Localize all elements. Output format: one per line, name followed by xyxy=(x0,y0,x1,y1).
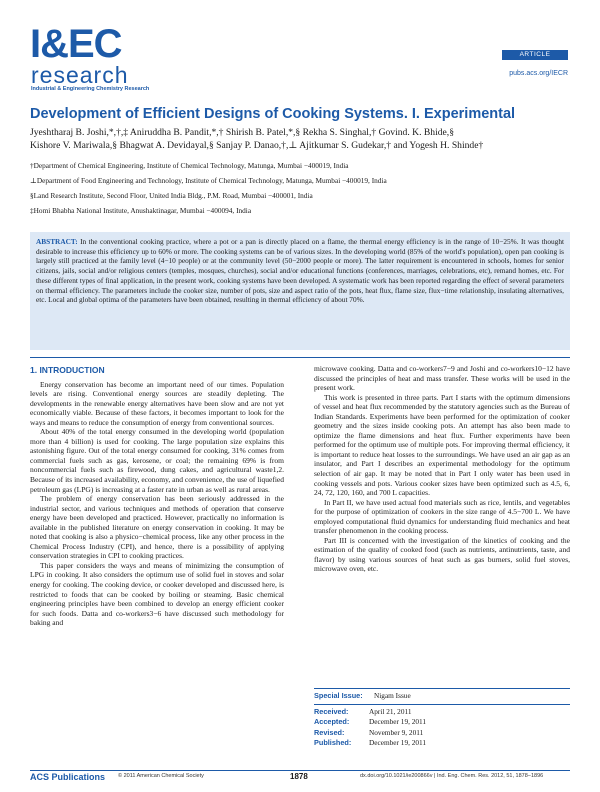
history-value: November 9, 2011 xyxy=(369,727,424,737)
affiliation-1: †Department of Chemical Engineering, Institute of Chemical Technology, Matunga, Mumbai −400019, India xyxy=(30,161,349,170)
affiliation-4: ‡Homi Bhabha National Institute, Anushaktinagar, Mumbai −400094, India xyxy=(30,206,252,215)
history-value: December 19, 2011 xyxy=(369,738,427,747)
journal-tagline: Industrial & Engineering Chemistry Research xyxy=(31,86,150,92)
intro-paragraph: microwave cooking. Datta and co-workers7−9 and Joshi and co-workers10−12 have discussed the principles of heat and mass transfer. These works will be used in the present work. xyxy=(314,364,570,393)
history-key: Accepted: xyxy=(314,717,350,726)
left-column xyxy=(30,366,284,628)
intro-paragraph: The problem of energy conservation has been seriously addressed in the industrial sector, and various techniques and methods of operation that conserve energy have been developed and practiced. However, practically no information is available in the published literature on energy conservation in cooking. It may be noted that cooking is also a physico−chemical process, like any other process in the Chemical Process Industry (CPI), and hence, there is a possibility of applying conservation strategies in CPI to cooking practices. xyxy=(30,494,284,561)
history-key: Received: xyxy=(314,706,349,716)
footer-divider xyxy=(30,770,570,771)
paper-title: Development of Efficient Designs of Cooking Systems. I. Experimental xyxy=(30,106,516,122)
section-divider xyxy=(30,357,570,358)
abstract-text: In the conventional cooking practice, where a pot or a pan is directly placed on a flame, the thermal energy efficiency is in the range of 10−25%. It was thought desirable to increase this efficiency up to 60% or more. The cooking systems can be of various sizes. In the developing world (85% of the world's population), open pan cooking is largely still practiced at the family level (4−10 people) or at the community level (50−2000 people or more). The latter requirement is encountered in schools, homes for senior citizens, jails, social and/or religious centers (temples, mosques, churches), social and/or educational functions (conferences, marriages, celebrations, etc), remand homes, etc. For these different types of final application, in the present work, cooking systems have been developed. A systematic work has been reported regarding the effect of several parameters on thermal efficiency. The parameters include the cooker size, number of pots, size and aspect ratio of the pots, heat flux, flame size, flux−time relationship, insulating alternatives, etc. Local and global optima of the parameters have been obtained, resulting in thermal efficiency of about 70%. xyxy=(36,237,564,305)
special-issue-value: Nigam Issue xyxy=(374,691,411,700)
intro-paragraph: This paper considers the ways and means of minimizing the consumption of LPG in cooking. It also considers the optimum use of solid fuel in stoves and solar energy for cooking. The cooking device, or cooker developed and discussed here, is restricted to foods that can be cooked by boiling or steaming. Basic chemical engineering principles have been combined to develop an energy efficient cooker for such foods. Datta and co-workers3−6 have discussed such methodology for baking and xyxy=(30,560,284,628)
journal-url-link[interactable]: pubs.acs.org/IECR xyxy=(509,70,568,77)
journal-logo-sub: research xyxy=(31,62,129,88)
authors xyxy=(30,126,570,152)
abstract-box xyxy=(30,232,570,350)
authors-line-2: Kishore V. Mariwala,§ Bhagwat A. Devidayal,§ Sanjay P. Danao,†,⊥ Ajitkumar S. Gudekar,† and Yogesh H. Shinde† xyxy=(30,140,484,151)
abstract-label: ABSTRACT: xyxy=(36,237,78,246)
history-value: April 21, 2011 xyxy=(369,706,412,716)
doi-citation[interactable]: dx.doi.org/10.1021/ie200866v | Ind. Eng. Chem. Res. 2012, 51, 1878−1896 xyxy=(360,773,544,779)
journal-logo: I&EC xyxy=(30,22,122,66)
special-issue-label: Special Issue: xyxy=(314,691,363,700)
history-row xyxy=(314,717,570,728)
history-key: Revised: xyxy=(314,727,345,737)
affiliation-3: §Land Research Institute, Second Floor, United India Bldg., P.M. Road, Mumbai −400001, India xyxy=(30,191,313,200)
history-value: December 19, 2011 xyxy=(369,717,427,726)
intro-heading: 1. INTRODUCTION xyxy=(30,365,105,375)
article-history-box xyxy=(314,688,570,749)
article-type-tab: ARTICLE xyxy=(502,50,568,60)
history-row xyxy=(314,738,570,749)
intro-paragraph: Energy conservation has become an important need of our times. Population levels are rising. Conventional energy sources are steadily depleting. The developments in the renewable energy alternatives have been slow and are not yet economically viable. Because of these factors, it becomes important to look for the ways and means to reduce the consumption of energy from conventional sources. xyxy=(30,379,284,427)
acs-publications-logo: ACS Publications xyxy=(30,772,106,782)
authors-line-1: Jyeshtharaj B. Joshi,*,†,‡ Aniruddha B. Pandit,*,† Shirish B. Patel,*,§ Rekha S. Singhal,† Govind. K. Bhide,§ xyxy=(30,127,454,138)
right-column xyxy=(314,364,570,574)
affiliation-2: ⊥Department of Food Engineering and Technology, Institute of Chemical Technology, Matunga, Mumbai −400019, India xyxy=(30,176,387,185)
special-issue-row xyxy=(314,691,570,702)
page-number: 1878 xyxy=(290,772,308,781)
intro-paragraph: This work is presented in three parts. Part I starts with the optimum dimensions of vessel and heat flux recommended by the statutory agencies such as the Bureau of Indian Standards. Experiments have been performed for the optimization of cooker geometry and the sizes inside cooking pots. An attempt has also been made to optimize the flame dimensions and heat flux. Further experiments have been performed for the optimum use of multiple pots. For improving thermal efficiency, it is important to reduce heat losses to the surroundings. We have used an air gap as an insulator, and Part I describes an experimental methodology for the optimum selection of air gap. It may be noted that in Part I only water has been used in cooking vessels and pots. Various cooker sizes have been optimized such as 4.5, 6, 24, 72, 120, 160, and 700 L capacities. xyxy=(314,392,570,498)
history-row xyxy=(314,707,570,718)
history-row xyxy=(314,728,570,739)
intro-paragraph: In Part II, we have used actual food materials such as rice, lentils, and vegetables for the purpose of optimization of cookers in the size range of 4.5−700 L. We have employed computational fluid dynamics for understanding fluid mechanics and heat transfer phenomenon in the cooking process. xyxy=(314,497,570,536)
intro-paragraph: About 40% of the total energy consumed in the developing world (population more than 4 billion) is used for cooking. The large population size explains this astonishing figure. Out of the total energy consumed for cooking, 31% comes from commercial fuels such as gas, kerosene, or coal; the remaining 69% is from noncommercial fuels such as firewood, dung cakes, and agricultural waste1,2. Because of its increased availability, economy, and convenience, the use of liquefied petroleum gas (LPG) is increasing at a faster rate in urban as well as rural areas. xyxy=(30,427,284,494)
copyright-text: © 2011 American Chemical Society xyxy=(118,773,204,779)
history-key: Published: xyxy=(314,738,352,747)
intro-paragraph: Part III is concerned with the investigation of the kinetics of cooking and the estimation of the quality of cooked food (such as nutrients, antinutrients, taste, and flavor) by using various sources of heat such as gas burners, solid fuel stoves, microwave oven, etc. xyxy=(314,535,570,574)
info-divider xyxy=(314,704,570,705)
